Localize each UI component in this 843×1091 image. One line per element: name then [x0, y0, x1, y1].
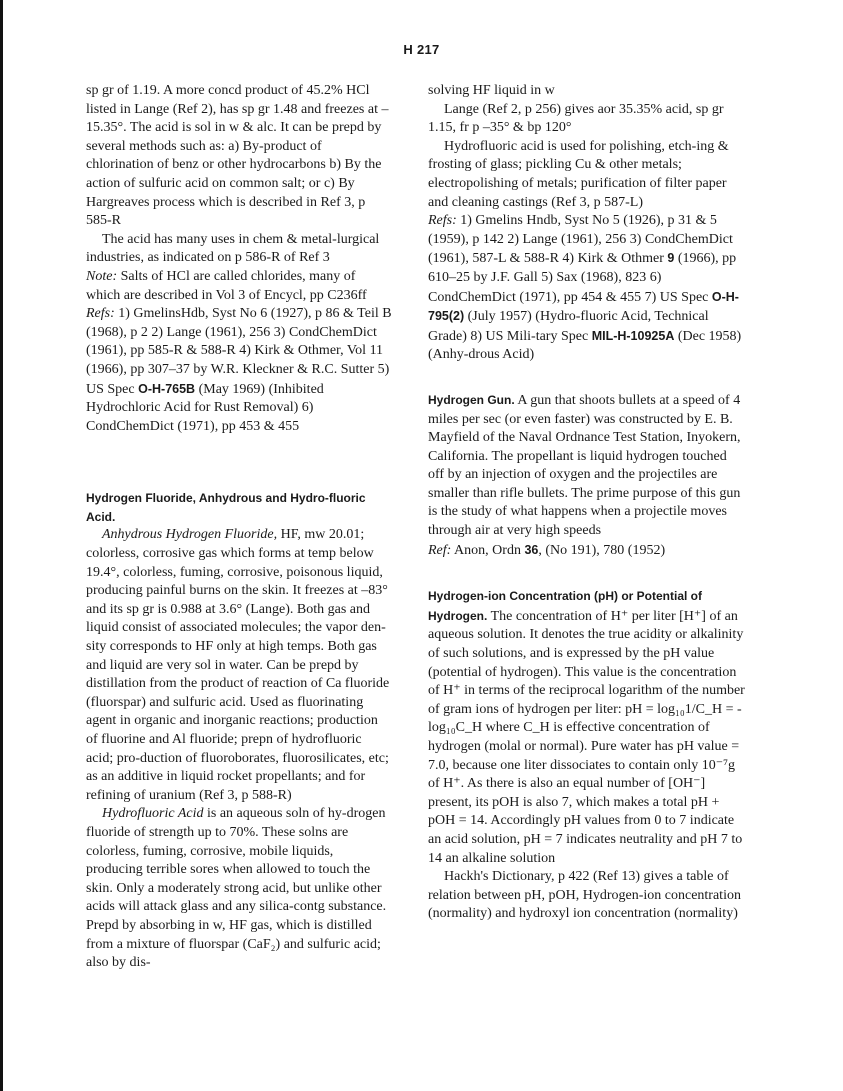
hf-anhydrous-term: Anhydrous Hydrogen Fluoride, [102, 527, 278, 543]
scan-edge [0, 0, 3, 1091]
hf-continuation: solving HF liquid in w [428, 83, 555, 98]
refs-text: (May 1969) (Inhibited Hydrochloric Acid for Rust Removal) 6) CondChemDict (1971), pp 453 & 455 [86, 381, 324, 434]
hf-acid-paragraph [86, 805, 392, 972]
refs-label: Refs: [428, 213, 457, 229]
hcl-refs-paragraph [86, 305, 392, 436]
page-number: H 217 [403, 42, 440, 57]
volume-number: 9 [667, 251, 675, 266]
refs-text: (July 1957) (Hydro-fluoric Acid, Technical Grade) 8) US Mili-tary Spec [428, 309, 709, 344]
hackh-paragraph: Hackh's Dictionary, p 422 (Ref 13) gives a table of relation between pH, pOH, Hydrogen-ion concentration (normality) and hydroxyl ion concentration (normality) [428, 869, 741, 922]
volume-number: 36 [524, 542, 539, 557]
refs-text: (Dec 1958) (Anhy-drous Acid) [428, 328, 742, 363]
right-column [428, 82, 746, 924]
ph-paragraph [428, 587, 746, 868]
hydrogen-gun-paragraph [428, 391, 746, 541]
hcl-note-paragraph [86, 268, 392, 305]
hf-acid-text: is an aqueous soln of hy-drogen fluoride of strength up to 70%. These solns are colorless, fuming, corrosive, mobile liquids, producing terrible sores when allowed to touch the skin. Only a moderately strong acid, but unlike other acids will attack glass and any silica-contg substance. Prepd by absorbing in w, HF gas, which is distilled from a mixture of fluorspar (CaF₂) and sulfuric acid; also by dis- [86, 806, 387, 971]
hcl-intro-paragraph: sp gr of 1.19. A more concd product of 45.2% HCl listed in Lange (Ref 2), has sp gr 1.48 and freezes at –15.35°. The acid is sol in w & alc. It can be prepd by several methods such as: a) By-product of chlorination of benz or other hydrocarbons b) By the action of sulfuric acid on common salt; or c) By Hargreaves process which is described in Ref 3, p 585-R [86, 83, 389, 229]
hcl-uses-paragraph: The acid has many uses in chem & metal-lurgical industries, as indicated on p 586-R of Ref 3 [86, 231, 380, 266]
hydrogen-gun-heading: Hydrogen Gun. [428, 392, 515, 407]
hydrogen-gun-ref [428, 541, 746, 561]
hf-section-heading: Hydrogen Fluoride, Anhydrous and Hydro-fluoric Acid. [86, 491, 366, 524]
hf-anhydrous-text: HF, mw 20.01; colorless, corrosive gas which forms at temp below 19.4°, colorless, fuming, corrosive, poisonous liquid, producing painful burns on the skin. It freezes at –83° and its sp gr is 0.988 at 3.6° (Lange). Both gas and liquid consist of associated molecules; the vapor den-sity corresponds to HF only at high temps. Both gas and liquid are very sol in water. Can be prepd by distillation from the product of reaction of Ca fluoride (fluorspar) and sulfuric acid. Used as fluorinating agent in organic and inorganic reactions; production of fluorine and Al fluoride; prepn of hydrofluoric acid; pro-duction of fluoroborates, fluorosilicates, etc; as an additive in liquid rocket propellants; and for refining of uranium (Ref 3, p 588-R) [86, 527, 390, 803]
ph-heading: Hydrogen-ion Concentration (pH) or Potential of Hydrogen. [428, 589, 702, 623]
note-label: Note: [86, 268, 118, 284]
refs-text: 1) GmelinsHdb, Syst No 6 (1927), p 86 & Teil B (1968), p 2 2) Lange (1961), 256 3) CondChemDict (1961), pp 585-R & 588-R 4) Kirk & Othmer, Vol 11 (1966), pp 307–37 by W.R. Kleckner & R.C. Sutter 5) US Spec [86, 306, 392, 397]
hf-uses-paragraph: Hydrofluoric acid is used for polishing, etch-ing & frosting of glass; pickling Cu & other metals; electropolishing of metals; purification of filter paper and cleaning castings (Ref 3, p 587-L) [428, 138, 729, 210]
ref-text: Anon, Ordn [451, 542, 525, 558]
note-text: Salts of HCl are called chlorides, many of which are described in Vol 3 of Encycl, pp C236ff [86, 268, 367, 303]
spec-number: MIL-H-10925A [591, 328, 675, 343]
hydrogen-gun-text: A gun that shoots bullets at a speed of 4 miles per sec (or even faster) was constructed by E. B. Mayfield of the Naval Ordnance Test Station, Inyokern, California. The propellant is liquid hydrogen touched off by an injection of oxygen and the projectiles are smaller than rifle bullets. The prime purpose of this gun is the study of what happens when a projectile moves through air at very high speeds [428, 392, 741, 539]
lange-paragraph: Lange (Ref 2, p 256) gives aor 35.35% acid, sp gr 1.15, fr p –35° & bp 120° [428, 101, 724, 136]
refs-text: (1966), pp 610–25 by J.F. Gall 5) Sax (1968), 823 6) CondChemDict (1971), pp 454 & 455 7) US Spec [428, 251, 737, 305]
hf-refs-paragraph [428, 212, 746, 365]
spec-number: O-H-765B [138, 381, 196, 396]
ref-text: , (No 191), 780 (1952) [538, 542, 666, 558]
hf-acid-term: Hydrofluoric Acid [102, 806, 204, 822]
hf-anhydrous-paragraph [86, 526, 392, 805]
ref-label: Ref: [428, 542, 452, 558]
refs-text: 1) Gmelins Hndb, Syst No 5 (1926), p 31 & 5 (1959), p 142 2) Lange (1961), 256 3) CondChemDict (1961), 587-L & 588-R 4) Kirk & Othmer [428, 213, 733, 267]
refs-label: Refs: [86, 306, 115, 322]
left-column [86, 82, 392, 973]
spec-number: O-H-795(2) [428, 289, 739, 324]
ph-text: The concentration of H⁺ per liter [H⁺] of an aqueous solution. It denotes the true acidity or alkalinity of such solutions, and is expressed by the pH value (potential of hydrogen). This value is the concentration of H⁺ in terms of the reciprocal logarithm of the number of gram ions of hydrogen per liter: pH = log₁₀1/C_H = -log₁₀C_H where C_H is effective concentration of hydrogen (molal or normal). Pure water has pH value = 7.0, because one liter dissociates to contain only 10⁻⁷g of H⁺. As there is also an equal number of [OH⁻] present, its pOH is also 7, which makes a total pH + pOH = 14. Accordingly pH values from 0 to 7 indicate an acid solution, pH = 7 indicates neutrality and pH 7 to 14 an alkaline solution [428, 608, 745, 866]
